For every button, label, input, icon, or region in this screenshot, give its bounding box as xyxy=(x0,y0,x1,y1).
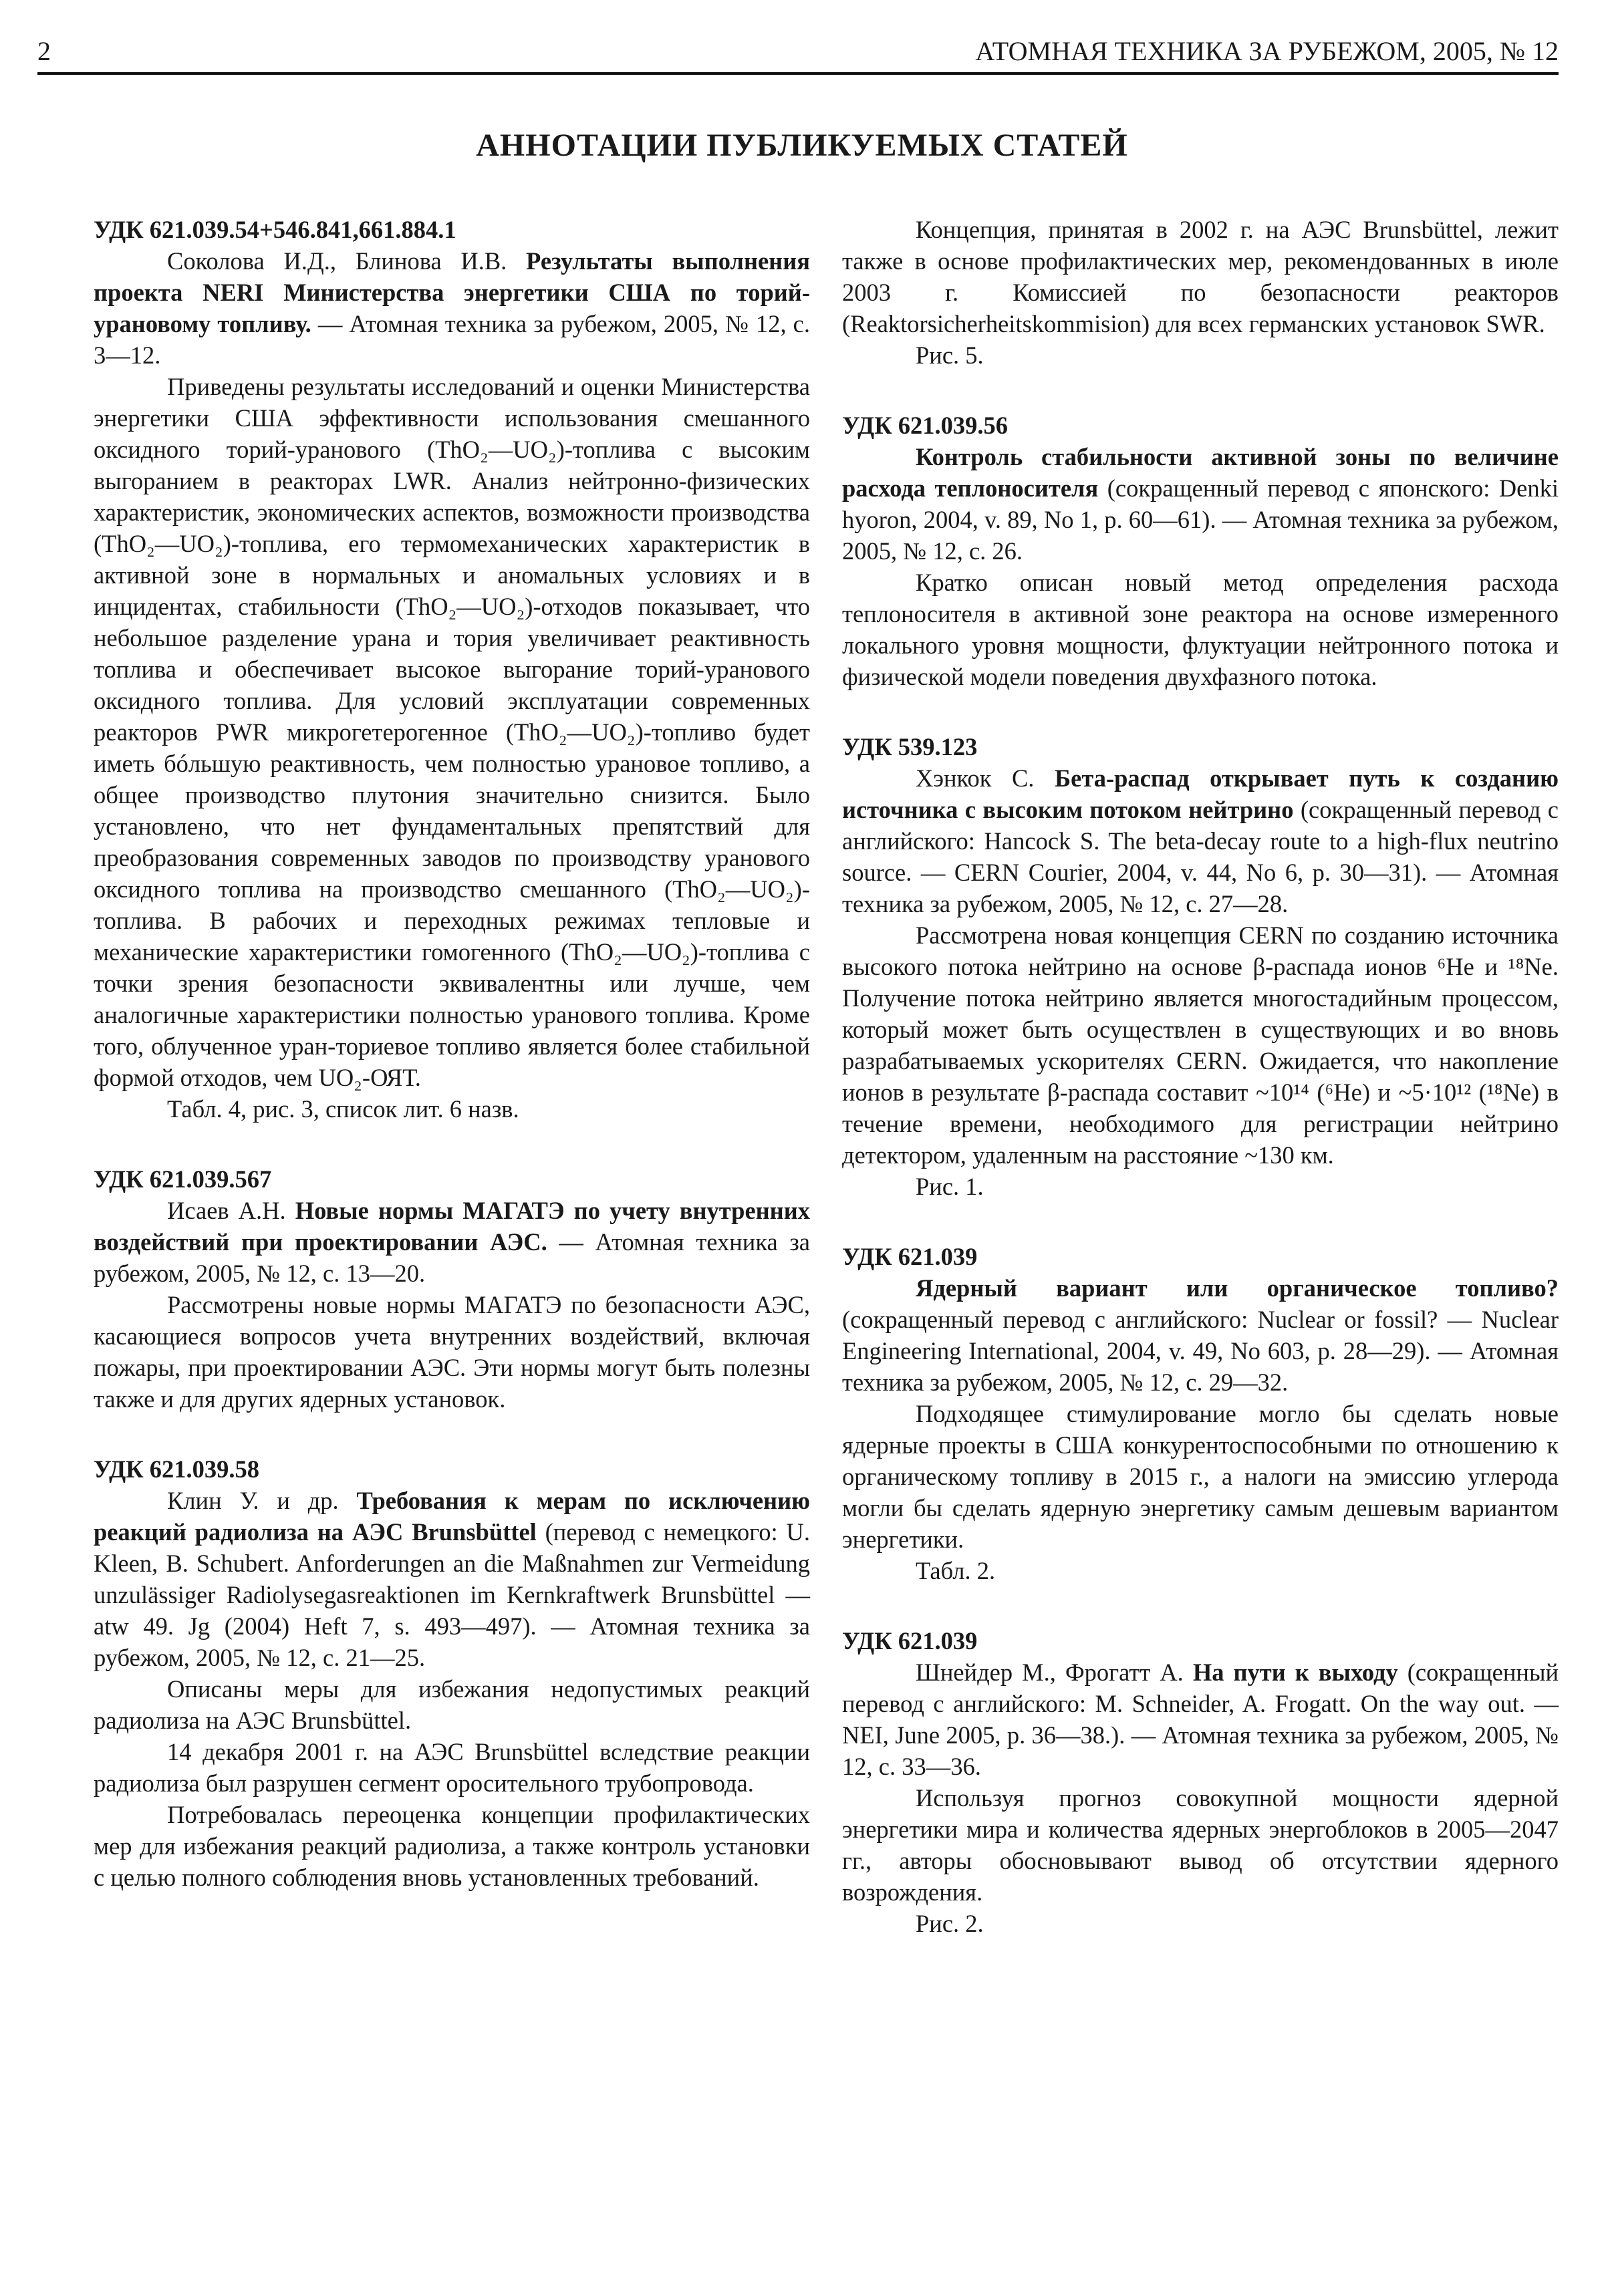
citation: (сокращенный перевод с английского: Nuclear or fossil? — Nuclear Engineering International, 2004, v. 49, No 603, p. 28—29). — Атомная техника за рубежом, 2005, № 12, с. 29—32. xyxy=(842,1306,1559,1396)
entry-lead xyxy=(842,762,1559,919)
entry-lead xyxy=(94,1195,810,1289)
citation: (сокращенный перевод с японского: Denki hyoron, 2004, v. 89, No 1, p. 60—61). — Атомная техника за рубежом, 2005, № 12, с. 26. xyxy=(842,474,1559,565)
entry-lead xyxy=(94,1485,810,1673)
abstract-paragraph: Рис. 5. xyxy=(916,341,984,369)
abstract-entry xyxy=(842,1625,1559,1939)
abstract-entry xyxy=(94,1163,810,1415)
citation: (перевод с немецкого: U. Kleen, B. Schubert. Anforderungen an die Maßnahmen zur Vermeidung unzulässiger Radiolysegasreaktionen im Kernkraftwerk Brunsbüttel — atw 49. Jg (2004) Heft 7, s. 493—497). — Атомная техника за рубежом, 2005, № 12, с. 21—25. xyxy=(94,1518,810,1671)
entry-lead xyxy=(842,1657,1559,1782)
abstract-paragraph: Приведены результаты исследований и оценки Министерства энергетики США эффективности использования смешанного оксидного торий-уранового (ThO₂—UO₂)-топлива с высоким выгоранием в реакторах LWR. Анализ нейтронно-физических характеристик, экономических аспектов, возможности производства (ThO₂—UO₂)-топлива, его термомеханических характеристик в активной зоне в нормальных и аномальных условиях и в инцидентах, стабильности (ThO₂—UO₂)-отходов показывает, что небольшое разделение урана и тория увеличивает реактивность топлива и обеспечивает высокое выгорание торий-уранового оксидного топлива. Для условий эксплуатации современных реакторов PWR микрогетерогенное (ThO₂—UO₂)-топливо будет иметь бóльшую реактивность, чем полностью урановое топливо, а общее производство плутония значительно снизится. Было установлено, что нет фундаментальных препятствий для преобразования современных заводов по производству уранового оксидного топлива на производство смешанного (ThO₂—UO₂)-топлива. В рабочих и переходных режимах тепловые и механические характеристики гомогенного (ThO₂—UO₂)-топлива с точки зрения безопасности эквивалентны или лучше, чем аналогичные характеристики полностью уранового топлива. Кроме того, облученное уран-ториевое топливо является более стабильной формой отходов, чем UO₂-ОЯТ. xyxy=(94,373,810,1091)
page-number: 2 xyxy=(37,36,51,66)
article-title: Бета-распад открывает путь к созданию источника с высоким потоком нейтрино xyxy=(842,764,1559,823)
authors: Исаев А.Н. xyxy=(167,1197,286,1224)
left-column xyxy=(94,214,810,1893)
authors: Соколова И.Д., Блинова И.В. xyxy=(167,247,507,275)
entry-lead xyxy=(842,1272,1559,1398)
citation: (сокращенный перевод с английского: M. Schneider, A. Frogatt. On the way out. — NEI, June 2005, p. 36—38.). — Атомная техника за рубежом, 2005, № 12, с. 33—36. xyxy=(842,1659,1559,1780)
abstract-paragraph: Рассмотрены новые нормы МАГАТЭ по безопасности АЭС, касающиеся вопросов учета внутренних воздействий, включая пожары, при проектировании АЭС. Эти нормы могут быть полезны также и для других ядерных установок. xyxy=(94,1291,810,1413)
abstract-paragraph: Потребовалась переоценка концепции профилактических мер для избежания реакций радиолиза, а также контроль установки с целью полного соблюдения вновь установленных требований. xyxy=(94,1801,810,1891)
abstract-entry xyxy=(94,1453,810,1893)
abstract-paragraph: Подходящее стимулирование могло бы сделать новые ядерные проекты в США конкурентоспособными по отношению к органическому топливу в 2015 г., а налоги на эмиссию углерода могли бы сделать ядерную энергетику самым дешевым вариантом энергетики. xyxy=(842,1400,1559,1553)
citation: — Атомная техника за рубежом, 2005, № 12, с. 13—20. xyxy=(94,1228,810,1287)
citation: (сокращенный перевод с английского: Hancock S. The beta-decay route to a high-flux neutrino source. — CERN Courier, 2004, v. 44, No 6, p. 30—31). — Атомная техника за рубежом, 2005, № 12, с. 27—28. xyxy=(842,796,1559,917)
authors: Шнейдер М., Фрогатт А. xyxy=(916,1659,1184,1686)
article-title: Новые нормы МАГАТЭ по учету внутренних воздействий при проектировании АЭС. xyxy=(94,1197,810,1256)
header-rule xyxy=(37,72,1559,75)
udk-code: УДК 621.039 xyxy=(842,1627,978,1655)
abstract-paragraph: Используя прогноз совокупной мощности ядерной энергетики мира и количества ядерных энергоблоков в 2005—2047 гг., авторы обосновывают вывод об отсутствии ядерного возрождения. xyxy=(842,1784,1559,1906)
abstract-paragraph: Описаны меры для избежания недопустимых реакций радиолиза на АЭС Brunsbüttel. xyxy=(94,1675,810,1734)
journal-title: АТОМНАЯ ТЕХНИКА ЗА РУБЕЖОМ, 2005, № 12 xyxy=(975,36,1559,66)
udk-code: УДК 539.123 xyxy=(842,733,978,760)
abstract-paragraph: Рис. 2. xyxy=(916,1910,984,1937)
right-column xyxy=(842,214,1559,1939)
abstract-paragraph: Кратко описан новый метод определения расхода теплоносителя в активной зоне реактора на основе измеренного локального уровня мощности, флуктуации нейтронного потока и физической модели поведения двухфазного потока. xyxy=(842,569,1559,690)
udk-code: УДК 621.039.56 xyxy=(842,412,1009,439)
udk-code: УДК 621.039.54+546.841,661.884.1 xyxy=(94,216,456,243)
authors: Хэнкок С. xyxy=(916,764,1035,792)
article-title: Требования к мерам по исключению реакций радиолиза на АЭС Brunsbüttel xyxy=(94,1487,811,1546)
article-title: Ядерный вариант или органическое топливо? xyxy=(916,1274,1559,1302)
abstract-entry xyxy=(842,410,1559,692)
abstract-entry xyxy=(842,1241,1559,1586)
abstract-paragraph: Табл. 2. xyxy=(916,1557,996,1584)
running-header xyxy=(37,27,1559,67)
abstract-paragraph: Табл. 4, рис. 3, список лит. 6 назв. xyxy=(167,1095,519,1123)
entry-lead xyxy=(94,245,810,371)
authors: Клин У. и др. xyxy=(167,1487,339,1514)
abstract-entry xyxy=(94,214,810,1125)
udk-code: УДК 621.039.58 xyxy=(94,1455,260,1483)
udk-code: УДК 621.039.567 xyxy=(94,1165,272,1193)
article-title: Контроль стабильности активной зоны по величине расхода теплоносителя xyxy=(842,443,1559,502)
entry-lead xyxy=(842,441,1559,567)
article-title: На пути к выходу xyxy=(1192,1659,1398,1686)
article-title: Результаты выполнения проекта NERI Министерства энергетики США по торий-урановому топливу. xyxy=(94,247,810,337)
abstract-paragraph: 14 декабря 2001 г. на АЭС Brunsbüttel вследствие реакции радиолиза был разрушен сегмент оросительного трубопровода. xyxy=(94,1738,810,1797)
abstract-entry xyxy=(842,731,1559,1202)
abstract-paragraph: Рассмотрена новая концепция CERN по созданию источника высокого потока нейтрино на основе β-распада ионов ⁶He и ¹⁸Ne. Получение потока нейтрино является многостадийным процессом, который может быть осуществлен в существующих и во вновь разрабатываемых ускорителях CERN. Ожидается, что накопление ионов в результате β-распада составит ~10¹⁴ (⁶He) и ~5·10¹² (¹⁸Ne) в течение времени, необходимого для регистрации нейтрино детектором, удаленным на расстояние ~130 км. xyxy=(842,921,1559,1169)
abstract-entry-continued xyxy=(842,214,1559,371)
abstract-paragraph: Концепция, принятая в 2002 г. на АЭС Brunsbüttel, лежит также в основе профилактических мер, рекомендованных в июле 2003 г. Комиссией по безопасности реакторов (Reaktorsicherheitskommision) для всех германских установок SWR. xyxy=(842,216,1559,337)
citation: — Атомная техника за рубежом, 2005, № 12, с. 3—12. xyxy=(94,310,810,369)
abstract-paragraph: Рис. 1. xyxy=(916,1173,984,1200)
section-title: АННОТАЦИИ ПУБЛИКУЕМЫХ СТАТЕЙ xyxy=(476,128,1128,163)
udk-code: УДК 621.039 xyxy=(842,1243,978,1270)
